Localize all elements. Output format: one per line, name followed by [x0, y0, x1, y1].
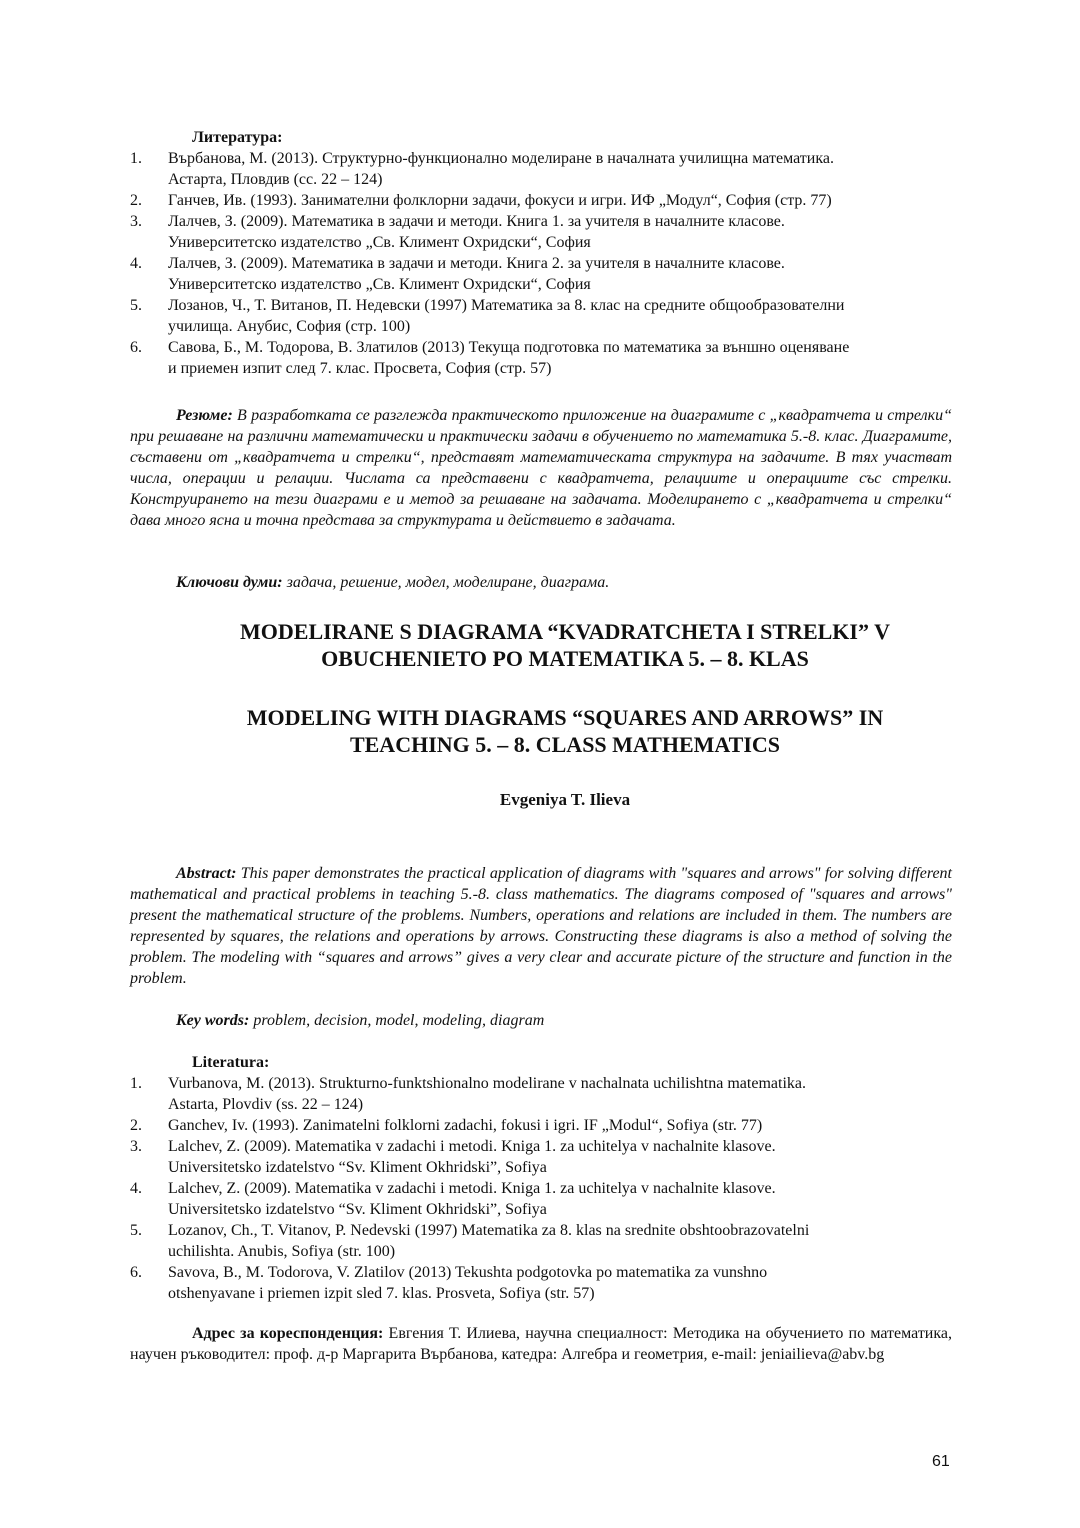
references-heading: Литература: — [192, 129, 283, 146]
page-number: 61 — [932, 1453, 950, 1470]
title-transliterated: MODELIRANE S DIAGRAMA “KVADRATCHETA I STRELKI” V OBUCHENIETO PO MATEMATIKA 5. – 8. KLAS — [240, 619, 890, 671]
title-english: MODELING WITH DIAGRAMS “SQUARES AND ARROWS” IN TEACHING 5. – 8. CLASS MATHEMATICS — [246, 705, 884, 757]
references-bg — [130, 127, 952, 379]
reference-item: 5. Лозанов, Ч., Т. Витанов, П. Недевски (1997) Математика за 8. клас на средните общообразователни училища. Анубис, София (стр. 100) — [130, 297, 845, 335]
reference-item: 6. Савова, Б., М. Тодорова, В. Златилов (2013) Текуща подготовка по математика за външно оценяване и приемен изпит след 7. клас. Просвета, София (стр. 57) — [130, 339, 850, 377]
keywords-bg: Ключови думи: задача, решение, модел, моделиране, диаграма. — [176, 574, 610, 591]
reference-item: 2. Ganchev, Iv. (1993). Zanimatelni folklorni zadachi, fokusi i igri. IF „Modul“, Sofiya (str. 77) — [130, 1117, 763, 1134]
correspondence-address: Адрес за кореспонденция: Евгения Т. Илиева, научна специалност: Методика на обучението по математика, научен ръководител: проф. д-р Маргарита Върбанова, катедра: Алгебра и геометрия, e-mail: jeniailieva@abv.bg — [130, 1325, 953, 1363]
reference-item: 2. Ганчев, Ив. (1993). Занимателни фолклорни задачи, фокуси и игри. ИФ „Модул“, София (стр. 77) — [130, 192, 832, 209]
reference-item: 4. Лалчев, З. (2009). Математика в задачи и методи. Книга 2. за учителя в началните класове. Университетско издателство „Св. Климент Охридски“, София — [130, 255, 785, 293]
reference-list — [130, 1073, 952, 1304]
keywords-en: Key words: problem, decision, model, modeling, diagram — [176, 1012, 545, 1029]
references-en — [130, 1052, 952, 1304]
references-heading: Literatura: — [192, 1054, 270, 1071]
reference-list — [130, 148, 952, 379]
resume-paragraph: Резюме: В разработката се разглежда практическото приложение на диаграмите с „квадратчета и стрелки“ при решаване на различни математически и практически задачи в обучението по математика 5.-8. клас. Диаграмите, съставени от „квадратчета и стрелки“, представят математическата структура на задачите. В тях участват числа, операции и релации. Числата са представени с квадратчета, релациите и операциите със стрелки. Конструирането на тези диаграми е и метод за решаване на задачата. Моделирането с „квадратчета и стрелки“ дава много ясна и точна представа за структурата и действието в задачата. — [130, 407, 952, 529]
reference-item: 6. Savova, B., M. Todorova, V. Zlatilov (2013) Tekushta podgotovka po matematika za vunshno otshenyavane i priemen izpit sled 7. klas. Prosveta, Sofiya (str. 57) — [130, 1264, 768, 1302]
author-name: Evgeniya T. Ilieva — [499, 790, 631, 809]
reference-item: 3. Лалчев, З. (2009). Математика в задачи и методи. Книга 1. за учителя в началните класове. Университетско издателство „Св. Климент Охридски“, София — [130, 213, 785, 251]
reference-item: 5. Lozanov, Ch., T. Vitanov, P. Nedevski (1997) Matematika za 8. klas na srednite obshtoobrazovatelni uchilishta. Anubis, Sofiya (str. 100) — [130, 1222, 810, 1260]
reference-item: 1. Върбанова, М. (2013). Структурно-функционално моделиране в началната училищна математика. Астарта, Пловдив (сс. 22 – 124) — [130, 150, 834, 188]
reference-item: 1. Vurbanova, M. (2013). Strukturno-funktshionalno modelirane v nachalnata uchilishtna matematika. Astarta, Plovdiv (ss. 22 – 124) — [130, 1075, 806, 1113]
abstract-paragraph: Abstract: This paper demonstrates the practical application of diagrams with "squares and arrows" for solving different mathematical and practical problems in teaching 5.-8. class mathematics. The diagrams composed of "squares and arrows" present the mathematical structure of the problems. Numbers, operations and relations are included in them. The numbers are represented by squares, the relations and operations by arrows. Constructing these diagrams is also a method of solving the problem. The modeling with “squares and arrows” gives a very clear and accurate picture of the structure and function in the problem. — [130, 865, 952, 987]
reference-item: 3. Lalchev, Z. (2009). Matematika v zadachi i metodi. Kniga 1. za uchitelya v nachalnite klasove. Universitetsko izdatelstvo “Sv. Kliment Okhridski”, Sofiya — [130, 1138, 776, 1176]
reference-item: 4. Lalchev, Z. (2009). Matematika v zadachi i metodi. Kniga 1. za uchitelya v nachalnite klasove. Universitetsko izdatelstvo “Sv. Kliment Okhridski”, Sofiya — [130, 1180, 776, 1218]
